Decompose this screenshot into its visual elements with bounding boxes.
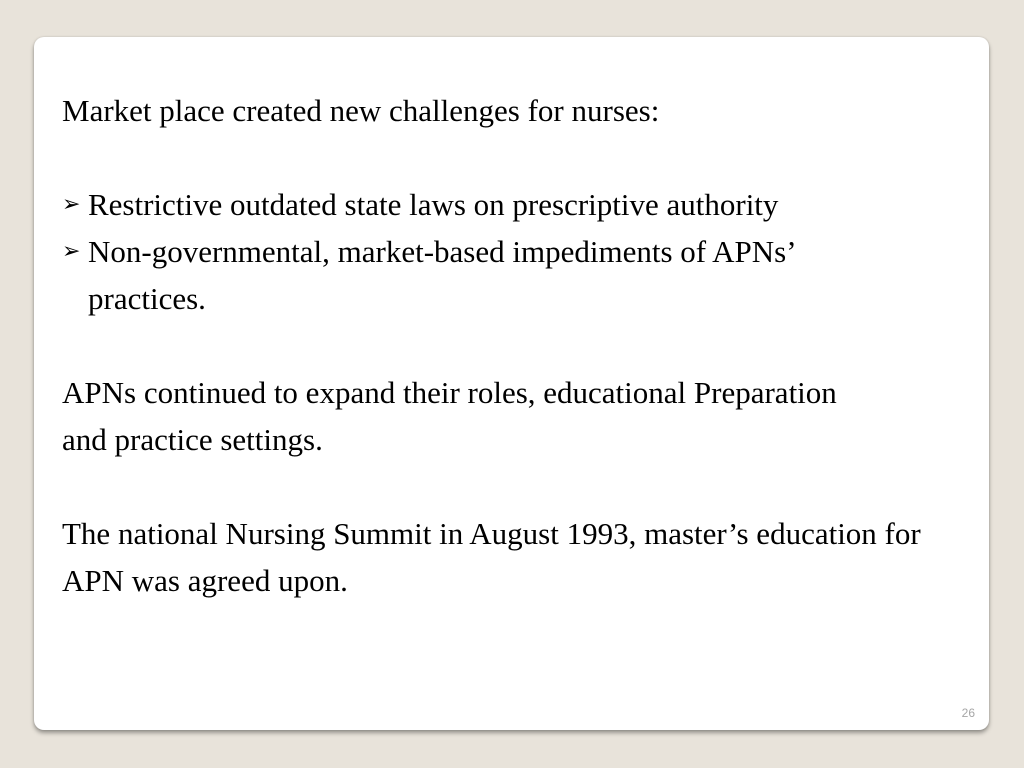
bullet-text: Restrictive outdated state laws on prescriptive authority [88, 187, 779, 222]
arrowhead-bullet-icon: ➢ [62, 192, 81, 217]
arrowhead-bullet-icon: ➢ [62, 239, 81, 264]
paragraph-summit: The national Nursing Summit in August 1993, master’s education for APN was agreed upon. [62, 516, 921, 598]
spacer [62, 463, 982, 510]
slide-body [62, 87, 982, 604]
bullet-item [62, 228, 902, 322]
intro-text: Market place created new challenges for nurses: [62, 93, 660, 128]
paragraph-roles: APNs continued to expand their roles, educational Preparation and practice settings. [62, 375, 837, 457]
spacer [62, 322, 982, 369]
bullet-item [62, 181, 992, 228]
slide-card [34, 37, 989, 730]
spacer [62, 134, 982, 181]
slide-number: 26 [961, 706, 975, 720]
bullet-text: Non-governmental, market-based impediments of APNs’ practices. [88, 234, 795, 316]
